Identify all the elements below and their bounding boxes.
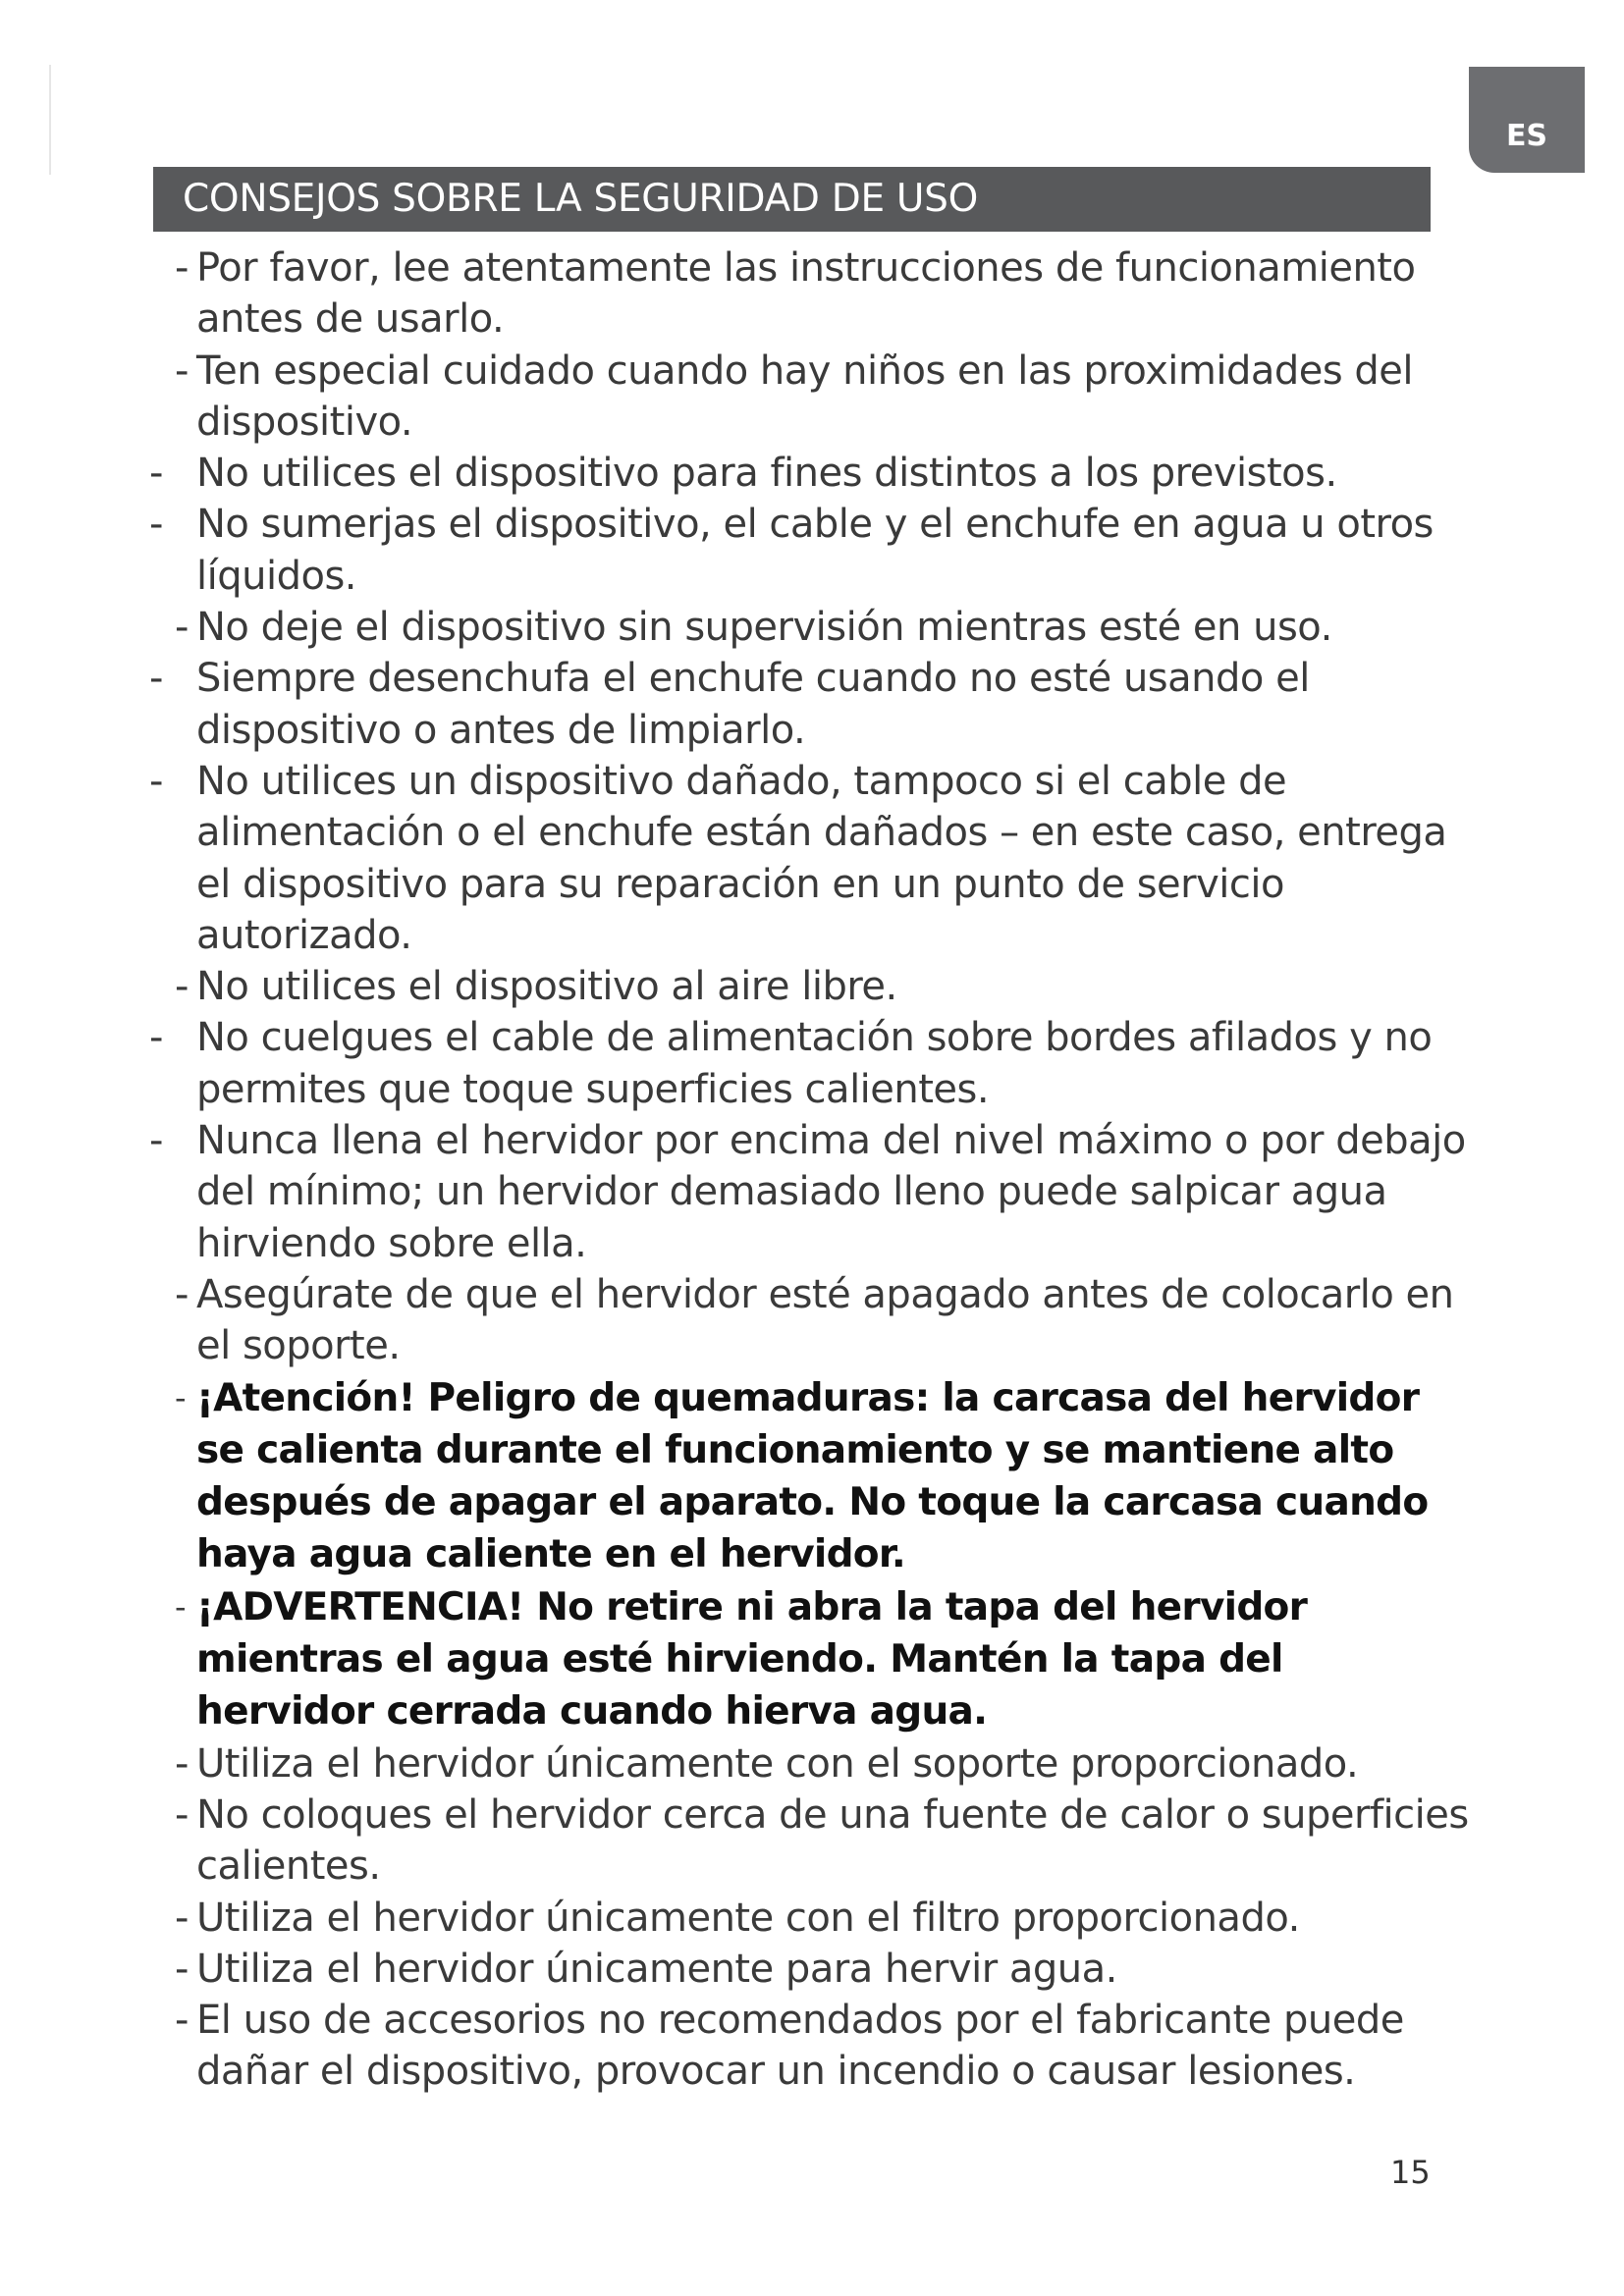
section-title: CONSEJOS SOBRE LA SEGURIDAD DE USO — [183, 177, 978, 221]
list-bullet: - — [175, 347, 189, 394]
list-bullet: - — [175, 1740, 189, 1787]
list-bullet: - — [175, 964, 189, 1010]
list-bullet: - — [149, 1118, 163, 1164]
list-item-text: No sumerjas el dispositivo, el cable y el enchufe en agua u otros líquidos. — [196, 502, 1434, 599]
list-bullet: - — [175, 245, 189, 291]
warning-text: ¡ADVERTENCIA! No retire ni abra la tapa del hervidor mientras el agua esté hirviendo. Mantén la tapa del hervidor cerrada cuando hierva agua. — [196, 1584, 1308, 1735]
list-item — [0, 499, 1473, 602]
list-item — [0, 1738, 1473, 1789]
list-item — [0, 1269, 1473, 1372]
list-item-text: No utilices el dispositivo al aire libre. — [196, 964, 897, 1010]
list-item-text: Utiliza el hervidor únicamente con el soporte proporcionado. — [196, 1740, 1359, 1787]
warning-text: ¡Atención! Peligro de quemaduras: la carcasa del hervidor se calienta durante el funcionamiento y se mantiene alto después de apagar el aparato. No toque la carcasa cuando haya agua caliente en el hervidor. — [196, 1375, 1429, 1577]
list-item-text: No coloques el hervidor cerca de una fuente de calor o superficies calientes. — [196, 1791, 1469, 1890]
list-item — [0, 653, 1473, 756]
list-item — [0, 602, 1473, 653]
list-bullet: - — [149, 502, 163, 548]
list-bullet: - — [149, 451, 163, 497]
list-item-text: No utilices el dispositivo para fines distintos a los previstos. — [196, 451, 1337, 497]
list-item — [0, 1995, 1473, 2098]
list-item — [0, 1115, 1473, 1269]
list-item — [0, 242, 1473, 346]
page-edge-line — [49, 65, 51, 175]
list-item-text: Utiliza el hervidor únicamente con el filtro proporcionado. — [196, 1895, 1300, 1941]
list-item — [0, 346, 1473, 449]
list-item — [0, 756, 1473, 961]
list-bullet: - — [175, 1791, 189, 1838]
list-item — [0, 448, 1473, 499]
list-bullet: - — [175, 1895, 189, 1941]
list-item — [0, 1944, 1473, 1995]
page-number: 15 — [1390, 2154, 1431, 2191]
safety-tips-list — [0, 242, 1624, 2098]
warning-item — [0, 1581, 1473, 1738]
list-item-text: Utiliza el hervidor únicamente para hervir agua. — [196, 1946, 1117, 1992]
list-bullet: - — [175, 1271, 189, 1317]
list-item-text: No deje el dispositivo sin supervisión mientras esté en uso. — [196, 605, 1332, 651]
list-item — [0, 1012, 1473, 1115]
list-bullet: - — [175, 1998, 189, 2044]
list-item — [0, 1789, 1473, 1893]
list-item — [0, 1893, 1473, 1944]
language-tab-label: ES — [1505, 119, 1548, 153]
list-bullet: - — [175, 605, 189, 651]
list-item — [0, 961, 1473, 1012]
list-item-text: Por favor, lee atentamente las instrucciones de funcionamiento antes de usarlo. — [196, 245, 1416, 343]
list-bullet: - — [175, 1946, 189, 1992]
warning-item — [0, 1372, 1473, 1581]
list-item-text: Ten especial cuidado cuando hay niños en las proximidades del dispositivo. — [196, 347, 1414, 445]
language-tab — [1469, 67, 1585, 173]
list-bullet: - — [175, 1378, 187, 1416]
list-item-text: No cuelgues el cable de alimentación sobre bordes afilados y no permites que toque superficies calientes. — [196, 1015, 1433, 1112]
section-title-bar — [153, 167, 1431, 232]
list-item-text: No utilices un dispositivo dañado, tampoco si el cable de alimentación o el enchufe están dañados – en este caso, entrega el dispositivo para su reparación en un punto de servicio autorizado. — [196, 758, 1447, 958]
list-bullet: - — [149, 1015, 163, 1061]
list-item-text: Asegúrate de que el hervidor esté apagado antes de colocarlo en el soporte. — [196, 1271, 1454, 1369]
list-item-text: Nunca llena el hervidor por encima del nivel máximo o por debajo del mínimo; un hervidor demasiado lleno puede salpicar agua hirviendo sobre ella. — [196, 1118, 1466, 1266]
list-bullet: - — [149, 758, 163, 804]
list-item-text: El uso de accesorios no recomendados por el fabricante puede dañar el dispositivo, provocar un incendio o causar lesiones. — [196, 1998, 1404, 2095]
list-bullet: - — [175, 1587, 187, 1626]
list-bullet: - — [149, 656, 163, 702]
list-item-text: Siempre desenchufa el enchufe cuando no esté usando el dispositivo o antes de limpiarlo. — [196, 656, 1310, 753]
